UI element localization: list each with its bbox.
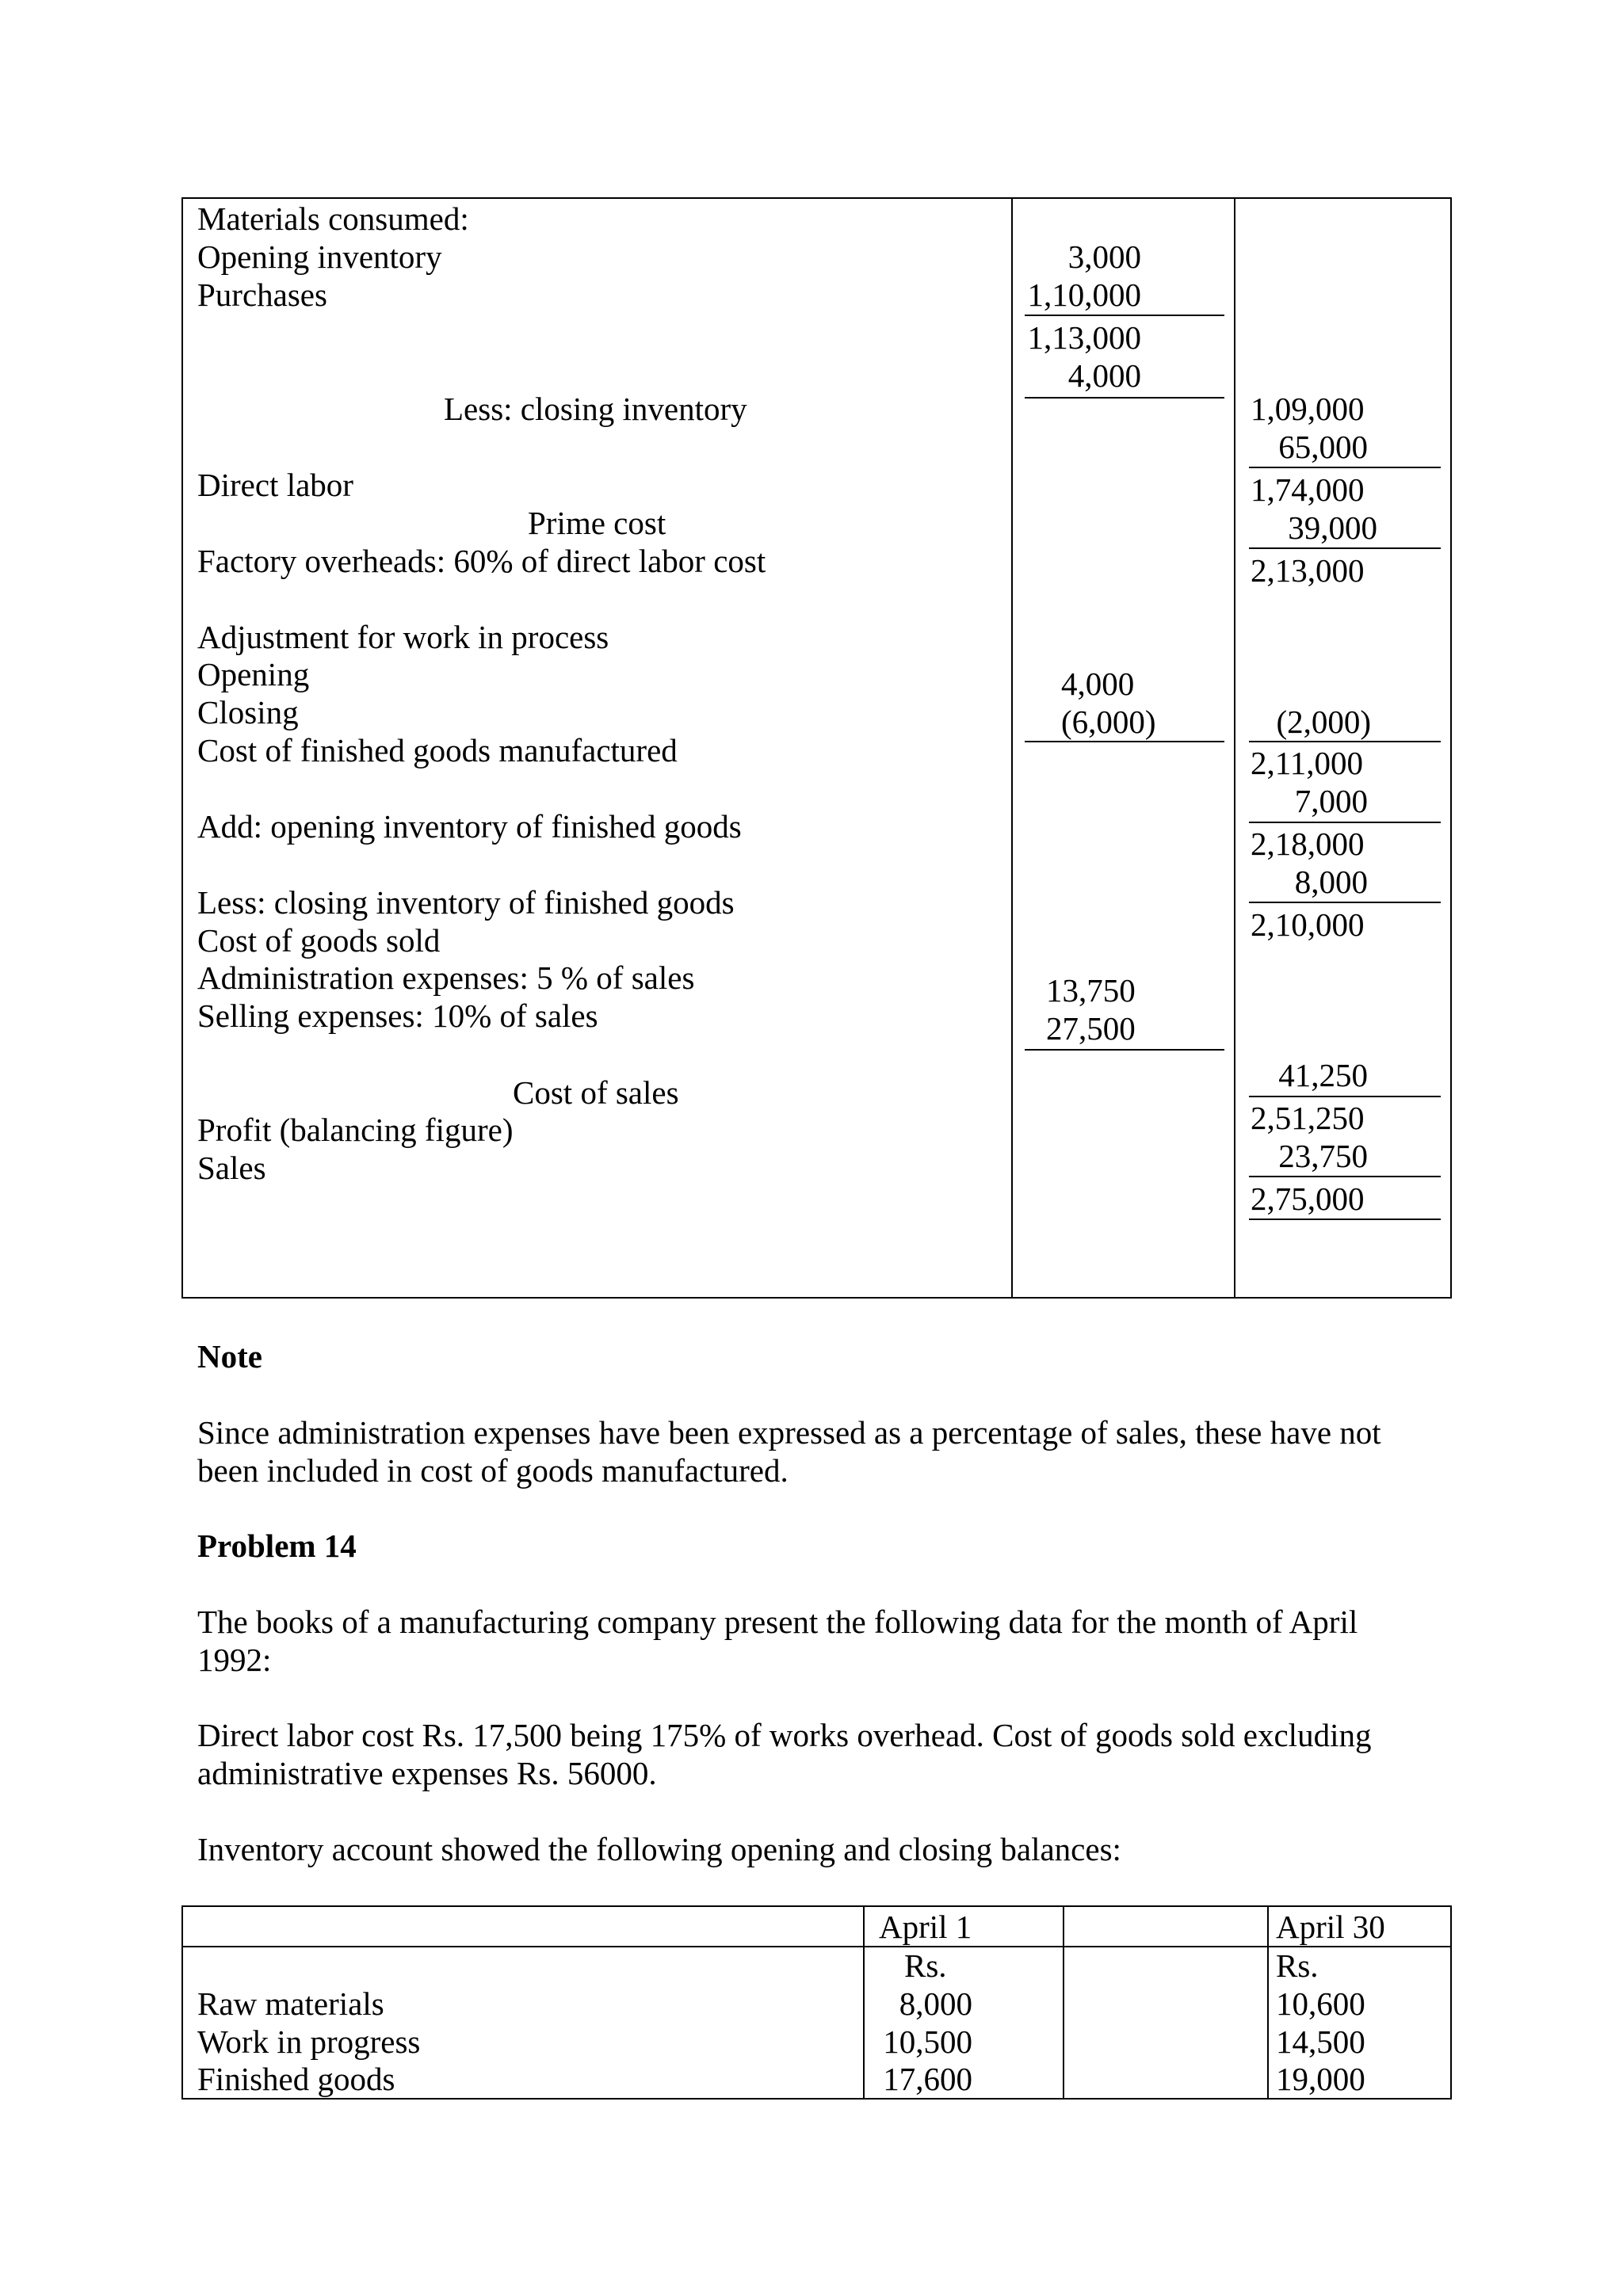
row-label-materials-consumed: Materials consumed:: [197, 200, 469, 237]
note-heading: Note: [197, 1338, 262, 1375]
col1-purchases: 1,10,000: [1027, 277, 1141, 313]
row-label-adjustment-wip: Adjustment for work in process: [197, 619, 609, 655]
inventory-row-april-30: 19,000: [1276, 2061, 1365, 2097]
inventory-row-april-1: 8,000: [899, 1985, 972, 2022]
col1-underline-purchases: [1025, 315, 1224, 316]
col1-wip-closing: (6,000): [1061, 704, 1156, 740]
col2-prime-cost: 1,74,000: [1251, 471, 1365, 508]
inventory-row-label: Raw materials: [197, 1985, 384, 2022]
col2-underline-profit: [1249, 1176, 1441, 1177]
problem-paragraph-2-line-1: Direct labor cost Rs. 17,500 being 175% of works overhead. Cost of goods sold excluding: [197, 1717, 1372, 1753]
col1-selling: 27,500: [1046, 1010, 1136, 1047]
col2-subtotal-fg: 2,18,000: [1251, 826, 1365, 862]
column-divider-2: [1234, 197, 1235, 1299]
row-label-purchases: Purchases: [197, 277, 327, 313]
row-label-prime-cost: Prime cost: [528, 505, 666, 541]
col2-underline-direct-labor: [1249, 467, 1441, 468]
col1-underline-wip: [1025, 741, 1224, 742]
row-label-selling-expenses: Selling expenses: 10% of sales: [197, 997, 598, 1034]
problem-heading: Problem 14: [197, 1527, 357, 1564]
col1-underline-closing-inventory: [1025, 397, 1224, 399]
col2-underline-factory-overheads: [1249, 547, 1441, 549]
inventory-table-header-divider: [181, 1946, 1452, 1947]
col1-underline-expenses: [1025, 1049, 1224, 1051]
inventory-unit-april-30: Rs.: [1276, 1947, 1319, 1984]
row-label-factory-overheads: Factory overheads: 60% of direct labor cost: [197, 543, 766, 579]
inventory-header-april-30: April 30: [1276, 1909, 1385, 1945]
col1-admin: 13,750: [1046, 972, 1136, 1009]
row-label-profit: Profit (balancing figure): [197, 1112, 514, 1148]
inventory-row-april-30: 14,500: [1276, 2023, 1365, 2060]
col2-opening-fg: 7,000: [1294, 783, 1368, 819]
problem-paragraph-2-line-2: administrative expenses Rs. 56000.: [197, 1755, 657, 1791]
row-label-opening: Opening: [197, 656, 310, 692]
col2-sales: 2,75,000: [1251, 1180, 1365, 1217]
col2-cogs: 2,10,000: [1251, 906, 1365, 943]
row-label-cost-of-goods-sold: Cost of goods sold: [197, 922, 441, 959]
col1-opening-inventory: 3,000: [1067, 238, 1141, 275]
inventory-row-april-1: 10,500: [883, 2023, 972, 2060]
row-label-administration-expenses: Administration expenses: 5 % of sales: [197, 959, 695, 996]
col2-underline-admin-selling: [1249, 1096, 1441, 1097]
col2-direct-labor: 65,000: [1278, 429, 1368, 465]
col1-wip-opening: 4,000: [1061, 666, 1135, 702]
col2-underline-opening-fg: [1249, 822, 1441, 823]
col2-admin-selling-total: 41,250: [1278, 1057, 1368, 1093]
problem-paragraph-1-line-2: 1992:: [197, 1642, 272, 1678]
note-text-line-1: Since administration expenses have been expressed as a percentage of sales, these have not: [197, 1414, 1381, 1451]
inventory-row-label: Finished goods: [197, 2061, 395, 2097]
inventory-unit-april-1: Rs.: [904, 1947, 947, 1984]
problem-paragraph-1-line-1: The books of a manufacturing company present the following data for the month of April: [197, 1604, 1358, 1640]
col2-factory-overheads: 39,000: [1288, 509, 1377, 546]
col2-total: 2,13,000: [1251, 552, 1365, 589]
row-label-sales: Sales: [197, 1150, 266, 1186]
col1-subtotal: 1,13,000: [1027, 319, 1141, 356]
row-label-less-closing-inventory: Less: closing inventory: [444, 391, 747, 427]
row-label-cost-of-sales: Cost of sales: [513, 1074, 679, 1111]
row-label-direct-labor: Direct labor: [197, 467, 353, 503]
col2-profit: 23,750: [1278, 1138, 1368, 1174]
note-text-line-2: been included in cost of goods manufactured.: [197, 1452, 789, 1489]
col2-cost-fg-manufactured: 2,11,000: [1251, 745, 1363, 781]
col2-closing-fg: 8,000: [1294, 864, 1368, 900]
inventory-row-april-1: 17,600: [883, 2061, 972, 2097]
inventory-header-april-1: April 1: [879, 1909, 972, 1945]
col1-closing-inventory: 4,000: [1067, 357, 1141, 394]
row-label-closing: Closing: [197, 694, 299, 730]
inventory-col-divider-2: [1063, 1905, 1064, 2100]
row-label-add-opening-fg: Add: opening inventory of finished goods: [197, 808, 742, 845]
row-label-cost-finished-goods-manufactured: Cost of finished goods manufactured: [197, 732, 678, 769]
col2-underline-closing-fg: [1249, 902, 1441, 903]
row-label-opening-inventory: Opening inventory: [197, 238, 442, 275]
inventory-col-divider-1: [863, 1905, 865, 2100]
col2-cost-of-sales: 2,51,250: [1251, 1100, 1365, 1136]
row-label-less-closing-fg: Less: closing inventory of finished goods: [197, 884, 735, 921]
col2-underline-sales: [1249, 1219, 1441, 1220]
column-divider-1: [1011, 197, 1013, 1299]
col2-materials-consumed: 1,09,000: [1251, 391, 1365, 427]
col2-wip-adjustment: (2,000): [1276, 704, 1371, 740]
col2-underline-wip-adjustment: [1249, 741, 1441, 742]
problem-paragraph-3: Inventory account showed the following opening and closing balances:: [197, 1831, 1121, 1867]
inventory-row-label: Work in progress: [197, 2023, 421, 2060]
inventory-col-divider-3: [1267, 1905, 1269, 2100]
inventory-row-april-30: 10,600: [1276, 1985, 1365, 2022]
